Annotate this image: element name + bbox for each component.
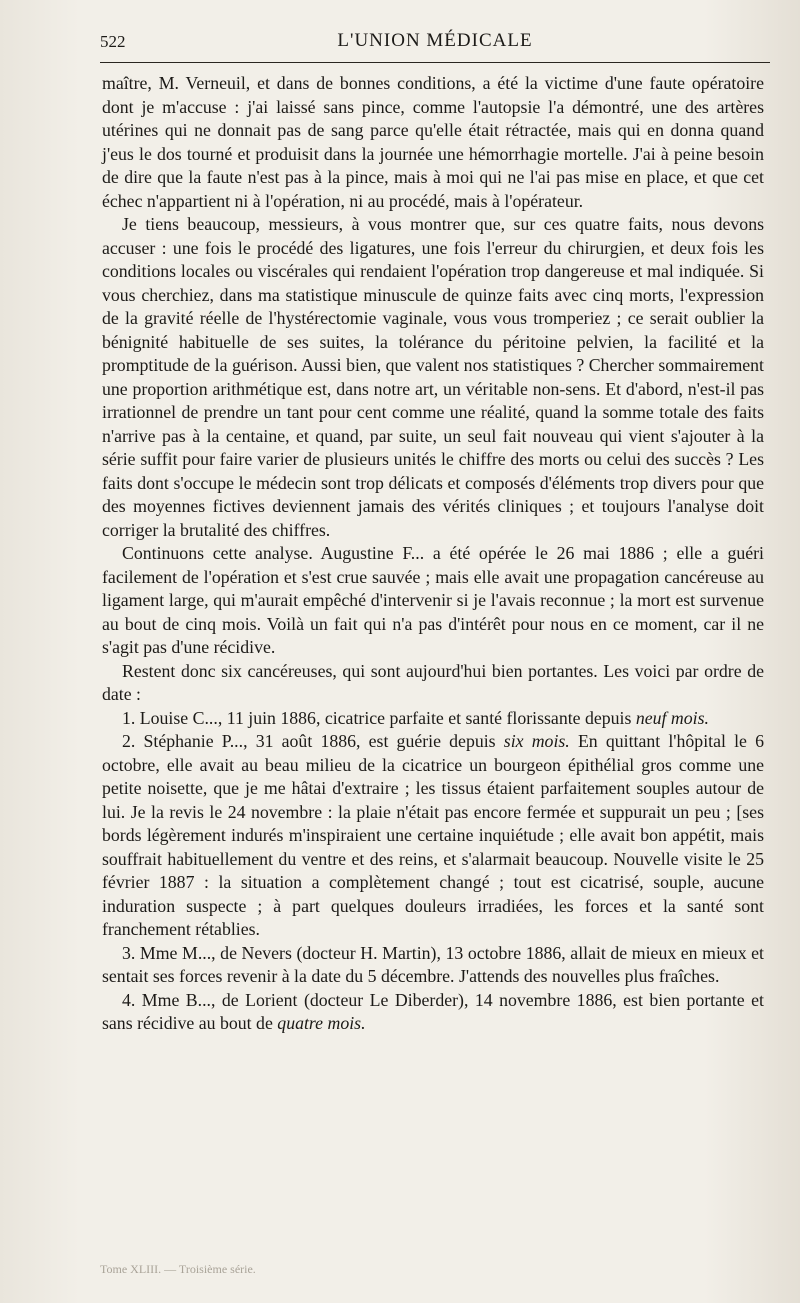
paragraph-continuation: maître, M. Verneuil, et dans de bonnes conditions, a été la victime d'une faute opératoire dont je m'accuse : j'ai laissé sans pince, comme l'autopsie l'a démontré, une des artères utérines qui ne donnait pas de sang parce qu'elle était rétractée, mais qui en donna quand j'eus le dos tourné et produisit dans la journée une hémorrhagie mortelle. J'ai à peine besoin de dire que la faute n'est pas à la pince, mais à moi qui ne l'ai pas mise en place, et que cet échec n'appartient ni à l'opération, ni au procédé, mais à l'opérateur. xyxy=(102,73,764,211)
case-1-duration: neuf mois. xyxy=(635,707,709,728)
case-3: 3. Mme M..., de Nevers (docteur H. Martin), 13 octobre 1886, allait de mieux en mieux et sentait ses forces revenir à la date du 5 décembre. J'attends des nouvelles plus fraîches. xyxy=(102,942,764,986)
case-4 xyxy=(102,989,764,1036)
case-2 xyxy=(102,730,764,942)
paragraph-cases-intro: Restent donc six cancéreuses, qui sont aujourd'hui bien portantes. Les voici par ordre de date : xyxy=(102,660,764,704)
case-2-rest: En quittant l'hôpital le 6 octobre, elle avait au beau milieu de la cicatrice un bourgeon épithélial gros comme une petite noisette, que je me hâtai d'extraire ; les tissus étaient parfaitement souples autour de lui. Je la revis le 24 novembre : la plaie n'était pas encore fermée et suppurait un peu ; [ses bords légèrement indurés m'inspiraient une certaine inquiétude ; elle avait bon appétit, mais souffrait habituellement du ventre et des reins, et s'alarmait beaucoup. Nouvelle visite le 25 février 1887 : la situation a complètement changé ; tout est cicatrisé, souple, aucune induration suspecte ; à part quelques douleurs irradiées, les forces et la santé sont franchement rétablies. xyxy=(102,731,764,939)
page-number: 522 xyxy=(100,32,126,51)
bleed-through-footer: Tome XLIII. — Troisième série. xyxy=(100,1262,256,1276)
page-body xyxy=(102,72,764,1036)
case-4-text: 4. Mme B..., de Lorient (docteur Le Diberder), 14 novembre 1886, est bien portante et sans récidive au bout de xyxy=(102,989,764,1033)
case-1-text: 1. Louise C..., 11 juin 1886, cicatrice parfaite et santé florissante depuis xyxy=(122,707,632,728)
paragraph-analysis: Continuons cette analyse. Augustine F... a été opérée le 26 mai 1886 ; elle a guéri facilement de l'opération et s'est crue sauvée ; mais elle avait une propagation cancéreuse au ligament large, qui m'aurait empêché d'intervenir si je l'avais reconnue ; la mort est survenue au bout de cinq mois. Voilà un fait qui n'a pas d'intérêt pour nous en ce moment, car il ne s'agit pas d'une récidive. xyxy=(102,543,764,657)
paragraph-statistics: Je tiens beaucoup, messieurs, à vous montrer que, sur ces quatre faits, nous devons accuser : une fois le procédé des ligatures, une fois l'erreur du chirurgien, et deux fois les conditions locales ou viscérales qui rendaient l'opération trop dangereuse et mal indiquée. Si vous cherchiez, dans ma statistique minuscule de quinze faits avec cinq morts, l'expression de la gravité réelle de l'hystérectomie vaginale, vous vous tromperiez ; ce serait oublier la bénignité habituelle de ses suites, la tolérance du péritoine pelvien, la facilité et la promptitude de la guérison. Aussi bien, que valent nos statistiques ? Chercher sommairement une proportion arithmétique est, dans notre art, un véritable non-sens. Et d'abord, n'est-il pas irrationnel de prendre un tant pour cent comme une réalité, quand la somme totale des faits n'arrive pas à la centaine, et quand, par suite, un seul fait nouveau qui vient s'ajouter à la série suffit pour faire varier de plusieurs unités le chiffre des morts ou celui des succès ? Les faits dont s'occupe le médecin sont trop délicats et composés d'éléments trop divers pour que des moyennes fictives deviennent jamais des vérités cliniques ; et toujours l'analyse doit corriger la brutalité des chiffres. xyxy=(102,214,764,540)
case-1 xyxy=(102,707,764,731)
case-4-duration: quatre mois. xyxy=(277,1013,366,1033)
case-2-start: 2. Stéphanie P..., 31 août 1886, est guérie depuis xyxy=(122,731,496,751)
case-2-duration: six mois. xyxy=(503,731,570,751)
page-header xyxy=(100,28,770,63)
running-title: L'UNION MÉDICALE xyxy=(337,30,533,51)
